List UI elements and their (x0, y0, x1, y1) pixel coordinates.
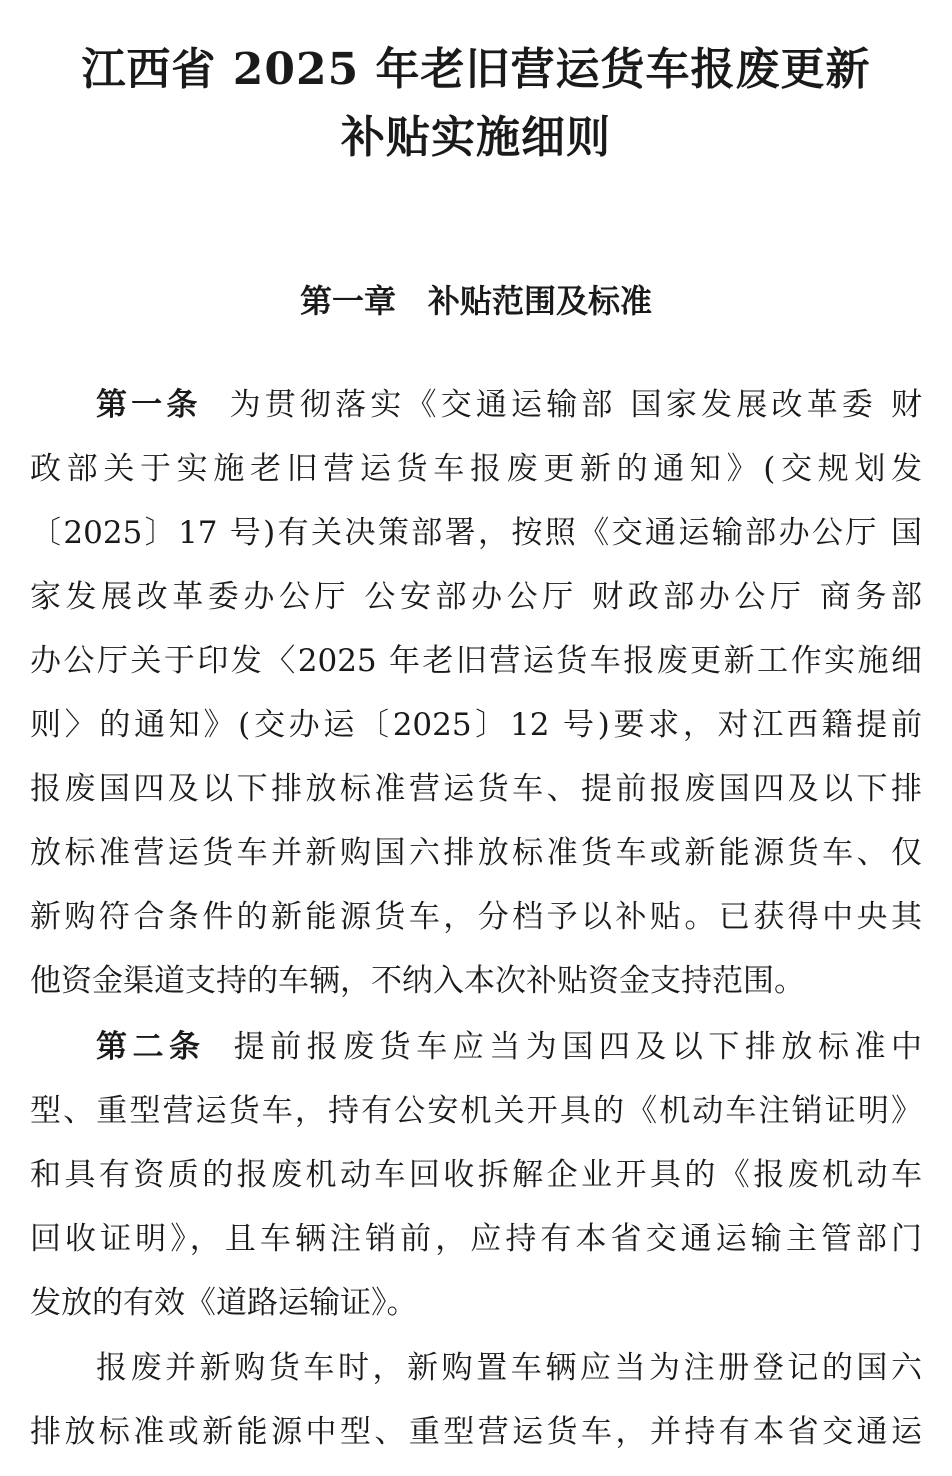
chapter-heading: 第一章 补贴范围及标准 (299, 282, 652, 320)
article-2-label: 第二条 (96, 1029, 206, 1065)
paragraph-3-line-1: 报废并新购货车时，新购置车辆应当为注册登记的国六 (96, 1350, 922, 1386)
article-1-line-7: 报废国四及以下排放标准营运货车、提前报废国四及以下排 (30, 771, 922, 807)
document-title-line-1: 江西省 2025 年老旧营运货车报废更新 (81, 44, 871, 95)
article-1-line-4: 家发展改革委办公厅 公安部办公厅 财政部办公厅 商务部 (30, 579, 922, 615)
article-1-line-1 (96, 385, 922, 425)
article-1-line-5: 办公厅关于印发〈2025 年老旧营运货车报废更新工作实施细 (30, 643, 922, 679)
article-2-line-1 (96, 1027, 922, 1067)
paragraph-3-line-2: 排放标准或新能源中型、重型营运货车，并持有本省交通运 (30, 1414, 922, 1450)
document-title-line-2: 补贴实施细则 (341, 112, 611, 163)
article-2-line-4: 回收证明》，且车辆注销前，应持有本省交通运输主管部门 (30, 1221, 922, 1257)
article-1-line-8: 放标准营运货车并新购国六排放标准货车或新能源货车、仅 (30, 835, 922, 871)
article-2-line-text: 提前报废货车应当为国四及以下排放标准中 (233, 1029, 923, 1065)
article-1-line-10: 他资金渠道支持的车辆，不纳入本次补贴资金支持范围。 (30, 963, 805, 999)
article-2-line-3: 和具有资质的报废机动车回收拆解企业开具的《报废机动车 (30, 1157, 922, 1193)
article-2-line-2: 型、重型营运货车，持有公安机关开具的《机动车注销证明》 (30, 1093, 922, 1129)
article-1-line-3: 〔2025〕17 号)有关决策部署，按照《交通运输部办公厅 国 (30, 515, 922, 551)
article-1-line-9: 新购符合条件的新能源货车，分档予以补贴。已获得中央其 (30, 899, 922, 935)
article-1-line-2: 政部关于实施老旧营运货车报废更新的通知》(交规划发 (30, 451, 922, 487)
article-1-label: 第一条 (96, 387, 202, 423)
article-2-line-5: 发放的有效《道路运输证》。 (30, 1285, 418, 1321)
article-1-line-6: 则〉的通知》(交办运〔2025〕12 号)要求，对江西籍提前 (30, 707, 922, 743)
article-1-line-text: 为贯彻落实《交通运输部 国家发展改革委 财 (229, 387, 922, 423)
